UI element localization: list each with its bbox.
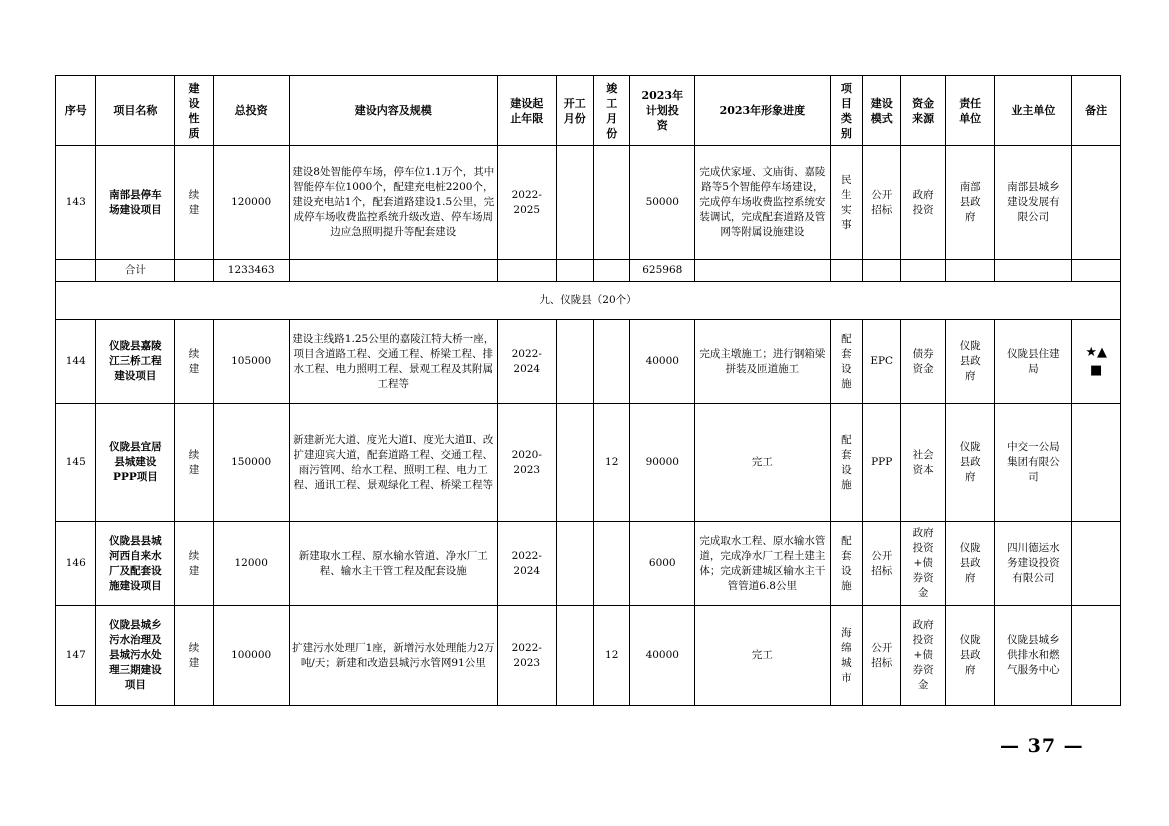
cell-mode: EPC xyxy=(863,320,901,404)
cell-nature xyxy=(175,522,213,606)
subtotal-blank xyxy=(289,260,497,282)
cell-nature-text: 续建 xyxy=(188,641,200,669)
table-row xyxy=(56,606,1121,706)
cell-content: 建设8处智能停车场，停车位1.1万个，其中智能停车位1000个，配建充电桩2200个，建设充电站1个，配套道路建设1.5公里，完成停车场收费监控系统升级改造、停车场周边应急照明提升等配套建设 xyxy=(289,146,497,260)
header-finish xyxy=(594,76,630,146)
cell-mode: 公开招标 xyxy=(863,606,901,706)
cell-invest: 120000 xyxy=(213,146,289,260)
cell-fund: 债券资金 xyxy=(901,320,946,404)
cell-owner: 仪陇县城乡供排水和燃气服务中心 xyxy=(995,606,1072,706)
cell-period: 2020-2023 xyxy=(497,404,556,522)
subtotal-blank xyxy=(175,260,213,282)
cell-owner: 四川德运水务建设投资有限公司 xyxy=(995,522,1072,606)
header-mode: 建设模式 xyxy=(863,76,901,146)
cell-resp: 仪陇县政府 xyxy=(945,522,995,606)
cell-nature xyxy=(175,404,213,522)
cell-owner: 南部县城乡建设发展有限公司 xyxy=(995,146,1072,260)
cell-nature xyxy=(175,606,213,706)
project-table xyxy=(55,75,1121,706)
header-fund: 资金来源 xyxy=(901,76,946,146)
cell-name: 仪陇县宜居县城建设PPP项目 xyxy=(96,404,175,522)
cell-progress: 完工 xyxy=(695,404,831,522)
header-name: 项目名称 xyxy=(96,76,175,146)
header-content: 建设内容及规模 xyxy=(289,76,497,146)
cell-note xyxy=(1072,606,1121,706)
cell-finish xyxy=(594,320,630,404)
cell-mode: 公开招标 xyxy=(863,146,901,260)
cell-mode: 公开招标 xyxy=(863,522,901,606)
cell-category xyxy=(830,404,862,522)
subtotal-blank xyxy=(56,260,96,282)
cell-invest: 100000 xyxy=(213,606,289,706)
subtotal-plan: 625968 xyxy=(630,260,695,282)
header-row xyxy=(56,76,1121,146)
cell-period: 2022-2024 xyxy=(497,320,556,404)
header-no: 序号 xyxy=(56,76,96,146)
subtotal-blank xyxy=(945,260,995,282)
cell-start xyxy=(556,522,593,606)
cell-note xyxy=(1072,320,1121,404)
cell-nature-text: 续建 xyxy=(188,549,200,577)
cell-plan: 40000 xyxy=(630,320,695,404)
cell-category-text: 配套设施 xyxy=(841,534,852,592)
cell-plan: 40000 xyxy=(630,606,695,706)
cell-name: 仪陇县嘉陵江三桥工程建设项目 xyxy=(96,320,175,404)
cell-start xyxy=(556,146,593,260)
subtotal-blank xyxy=(863,260,901,282)
cell-category-text: 配套设施 xyxy=(841,433,852,491)
cell-resp: 仪陇县政府 xyxy=(945,320,995,404)
cell-finish xyxy=(594,146,630,260)
cell-note xyxy=(1072,146,1121,260)
header-period: 建设起止年限 xyxy=(497,76,556,146)
header-invest: 总投资 xyxy=(213,76,289,146)
cell-category xyxy=(830,606,862,706)
cell-fund: 社会资本 xyxy=(901,404,946,522)
cell-content: 建设主线路1.25公里的嘉陵江特大桥一座，项目含道路工程、交通工程、桥梁工程、排水工程、电力照明工程、景观工程及其附属工程等 xyxy=(289,320,497,404)
header-category xyxy=(830,76,862,146)
cell-name: 仪陇县县城河西自来水厂及配套设施建设项目 xyxy=(96,522,175,606)
cell-invest: 105000 xyxy=(213,320,289,404)
cell-nature-text: 续建 xyxy=(188,448,200,476)
cell-nature-text: 续建 xyxy=(188,188,200,216)
cell-note xyxy=(1072,522,1121,606)
subtotal-row xyxy=(56,260,1121,282)
cell-resp: 南部县政府 xyxy=(945,146,995,260)
cell-nature xyxy=(175,320,213,404)
cell-content: 新建新光大道、度光大道Ⅰ、度光大道Ⅱ、改扩建迎宾大道，配套道路工程、交通工程、雨污管网、给水工程、照明工程、电力工程、通讯工程、景观绿化工程、桥梁工程等 xyxy=(289,404,497,522)
cell-period: 2022-2023 xyxy=(497,606,556,706)
cell-mode: PPP xyxy=(863,404,901,522)
header-nature-text: 建设性质 xyxy=(188,81,200,140)
cell-name: 仪陇县城乡污水治理及县城污水处理三期建设项目 xyxy=(96,606,175,706)
cell-no: 147 xyxy=(56,606,96,706)
header-note: 备注 xyxy=(1072,76,1121,146)
cell-plan: 50000 xyxy=(630,146,695,260)
cell-category-text: 民生实事 xyxy=(841,173,852,231)
cell-content: 新建取水工程、原水输水管道、净水厂工程、输水主干管工程及配套设施 xyxy=(289,522,497,606)
header-progress: 2023年形象进度 xyxy=(695,76,831,146)
cell-category-text: 配套设施 xyxy=(841,332,852,390)
cell-resp: 仪陇县政府 xyxy=(945,606,995,706)
cell-category xyxy=(830,320,862,404)
subtotal-blank xyxy=(556,260,593,282)
cell-no: 145 xyxy=(56,404,96,522)
subtotal-blank xyxy=(695,260,831,282)
cell-nature-text: 续建 xyxy=(188,347,200,375)
subtotal-blank xyxy=(995,260,1072,282)
table-row xyxy=(56,404,1121,522)
header-owner: 业主单位 xyxy=(995,76,1072,146)
cell-no: 143 xyxy=(56,146,96,260)
cell-progress: 完成取水工程、原水输水管道，完成净水厂工程土建主体；完成新建城区输水主干管管道6.8公里 xyxy=(695,522,831,606)
table-row xyxy=(56,146,1121,260)
page-number: — 37 — xyxy=(1000,735,1084,757)
table-row xyxy=(56,320,1121,404)
cell-note xyxy=(1072,404,1121,522)
cell-name: 南部县停车场建设项目 xyxy=(96,146,175,260)
cell-finish: 12 xyxy=(594,606,630,706)
table-row xyxy=(56,522,1121,606)
cell-category xyxy=(830,522,862,606)
note-markers: ★▲■ xyxy=(1085,344,1107,378)
subtotal-label: 合计 xyxy=(96,260,175,282)
header-nature xyxy=(175,76,213,146)
subtotal-invest: 1233463 xyxy=(213,260,289,282)
section-title: 九、仪陇县（20个） xyxy=(56,282,1121,320)
header-resp: 责任单位 xyxy=(945,76,995,146)
cell-finish: 12 xyxy=(594,404,630,522)
cell-resp: 仪陇县政府 xyxy=(945,404,995,522)
header-finish-text: 竣工月份 xyxy=(606,81,618,140)
cell-fund: 政府投资+债券资金 xyxy=(901,606,946,706)
header-plan: 2023年计划投资 xyxy=(630,76,695,146)
section-row xyxy=(56,282,1121,320)
subtotal-blank xyxy=(830,260,862,282)
cell-content: 扩建污水处理厂1座，新增污水处理能力2万吨/天；新建和改造县城污水管网91公里 xyxy=(289,606,497,706)
cell-owner: 中交一公局集团有限公司 xyxy=(995,404,1072,522)
cell-category xyxy=(830,146,862,260)
cell-finish xyxy=(594,522,630,606)
cell-period: 2022-2024 xyxy=(497,522,556,606)
subtotal-blank xyxy=(1072,260,1121,282)
cell-invest: 150000 xyxy=(213,404,289,522)
cell-no: 146 xyxy=(56,522,96,606)
subtotal-blank xyxy=(497,260,556,282)
cell-plan: 6000 xyxy=(630,522,695,606)
cell-start xyxy=(556,606,593,706)
subtotal-blank xyxy=(901,260,946,282)
cell-no: 144 xyxy=(56,320,96,404)
cell-fund: 政府投资 xyxy=(901,146,946,260)
header-start: 开工月份 xyxy=(556,76,593,146)
cell-progress: 完成伏家垭、文庙街、嘉陵路等5个智能停车场建设，完成停车场收费监控系统安装调试，完成配套道路及管网等附属设施建设 xyxy=(695,146,831,260)
cell-fund: 政府投资+债券资金 xyxy=(901,522,946,606)
cell-category-text: 海绵城市 xyxy=(841,626,852,684)
cell-progress: 完成主墩施工；进行钢箱梁拼装及匝道施工 xyxy=(695,320,831,404)
cell-start xyxy=(556,320,593,404)
cell-owner: 仪陇县住建局 xyxy=(995,320,1072,404)
cell-period: 2022-2025 xyxy=(497,146,556,260)
cell-invest: 12000 xyxy=(213,522,289,606)
cell-start xyxy=(556,404,593,522)
cell-progress: 完工 xyxy=(695,606,831,706)
subtotal-blank xyxy=(594,260,630,282)
cell-plan: 90000 xyxy=(630,404,695,522)
cell-nature xyxy=(175,146,213,260)
header-category-text: 项目类别 xyxy=(840,81,852,140)
